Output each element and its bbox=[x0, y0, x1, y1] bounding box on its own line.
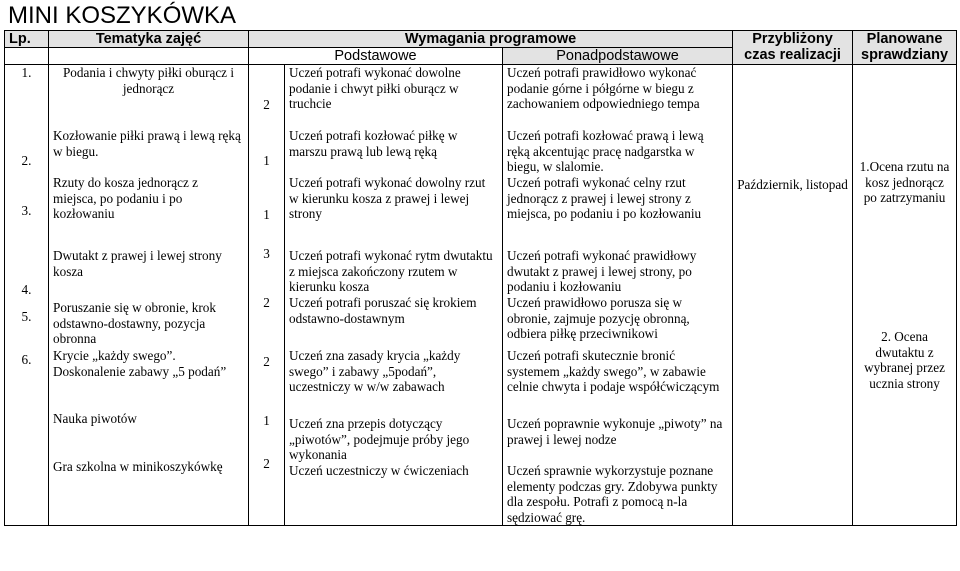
page-title: MINI KOSZYKÓWKA bbox=[8, 2, 237, 29]
topics-cell bbox=[49, 65, 249, 526]
topic-item: Dwutakt z prawej i lewej strony kosza bbox=[53, 248, 222, 279]
advanced-item: Uczeń sprawnie wykorzystuje poznane elementy podczas gry. Zdobywa punkty dla zespołu. Potrafi z pomocą n-la sędziować grę. bbox=[507, 463, 718, 525]
basic-item: Uczeń zna zasady krycia „każdy swego” i zabawy „5podań”, uczestniczy w w/w zabawach bbox=[289, 348, 461, 395]
header-empty-2 bbox=[49, 48, 249, 65]
advanced-item: Uczeń potrafi wykonać celny rzut jednorącz z prawej i lewej strony z miejsca, po podaniu i po kozłowaniu bbox=[507, 175, 702, 222]
hours-value: 2 bbox=[263, 295, 270, 311]
hours-value: 3 bbox=[263, 245, 270, 261]
advanced-item: Uczeń potrafi kozłować prawą i lewą ręką akcentując pracę nadgarstka w biegu, w slalomie. bbox=[507, 128, 704, 175]
hours-value: 2 bbox=[263, 456, 270, 472]
number-4: 4. bbox=[21, 281, 32, 297]
assessment-item: 2. Ocena dwutaktu z wybranej przez ucznia strony bbox=[864, 329, 945, 391]
topic-item: Kozłowanie piłki prawą i lewą ręką w biegu. bbox=[53, 128, 241, 159]
basic-item: Uczeń zna przepis dotyczący „piwotów”, podejmuje próby jego wykonania bbox=[289, 416, 470, 463]
hours-value: 1 bbox=[263, 412, 270, 428]
header-time: Przybliżony czas realizacji bbox=[733, 31, 853, 65]
hours-value: 2 bbox=[263, 353, 270, 369]
hours-cell bbox=[249, 65, 285, 526]
basic-item: Uczeń potrafi wykonać rytm dwutaktu z miejsca zakończony rzutem w kierunku kosza bbox=[289, 248, 493, 295]
time-value: Październik, listopad bbox=[737, 177, 848, 192]
topic-item: Nauka piwotów bbox=[53, 411, 137, 426]
topic-item: Rzuty do kosza jednorącz z miejsca, po podaniu i po kozłowaniu bbox=[53, 175, 199, 222]
basic-item: Uczeń uczestniczy w ćwiczeniach bbox=[289, 463, 469, 478]
header-assessment: Planowane sprawdziany bbox=[853, 31, 957, 65]
hours-value: 1 bbox=[263, 207, 270, 223]
topic-item: Gra szkolna w minikoszykówkę bbox=[53, 459, 223, 474]
number-5: 5. bbox=[21, 309, 32, 325]
number-3: 3. bbox=[21, 203, 32, 219]
assessment-item: 1.Ocena rzutu na kosz jednorącz po zatrzymaniu bbox=[859, 159, 950, 206]
content-row bbox=[5, 65, 957, 526]
time-cell bbox=[733, 65, 853, 526]
number-6: 6. bbox=[21, 351, 32, 367]
number-2: 2. bbox=[21, 152, 32, 168]
header-empty-1 bbox=[5, 48, 49, 65]
topic-item: Podania i chwyty piłki oburącz i jednorącz bbox=[62, 65, 235, 96]
header-topic: Tematyka zajęć bbox=[49, 31, 249, 48]
advanced-item: Uczeń prawidłowo porusza się w obronie, zajmuje pozycję obronną, odbiera piłkę przeciwnikowi bbox=[507, 295, 690, 342]
number-1: 1. bbox=[21, 65, 32, 80]
basic-item: Uczeń potrafi wykonać dowolne podanie i chwyt piłki oburącz w truchcie bbox=[289, 65, 461, 112]
advanced-item: Uczeń poprawnie wykonuje „piwoty” na prawej i lewej nodze bbox=[507, 416, 723, 447]
basic-item: Uczeń potrafi poruszać się krokiem odstawno-dostawnym bbox=[289, 295, 477, 326]
topic-item: Poruszanie się w obronie, krok odstawno-dostawny, pozycja obronna bbox=[53, 300, 216, 347]
topic-item: Krycie „każdy swego”. Doskonalenie zabawy „5 podań” bbox=[53, 348, 227, 379]
hours-value: 1 bbox=[263, 152, 270, 168]
basic-cell bbox=[285, 65, 503, 526]
basic-item: Uczeń potrafi kozłować piłkę w marszu prawą lub lewą ręką bbox=[289, 128, 458, 159]
header-requirements: Wymagania programowe bbox=[249, 31, 733, 48]
advanced-cell bbox=[503, 65, 733, 526]
header-lp: Lp. bbox=[5, 31, 49, 48]
assessment-cell bbox=[853, 65, 957, 526]
header-basic: Podstawowe bbox=[249, 48, 503, 65]
curriculum-table bbox=[4, 30, 957, 526]
basic-item: Uczeń potrafi wykonać dowolny rzut w kierunku kosza z prawej i lewej strony bbox=[289, 175, 486, 222]
advanced-item: Uczeń potrafi prawidłowo wykonać podanie górne i półgórne w biegu z zachowaniem odpowiedniego tempa bbox=[507, 65, 700, 112]
advanced-item: Uczeń potrafi wykonać prawidłowy dwutakt z prawej i lewej strony, po podaniu i kozłowaniu bbox=[507, 248, 697, 295]
numbers-cell bbox=[5, 65, 49, 526]
hours-value: 2 bbox=[263, 97, 270, 112]
header-row bbox=[5, 31, 957, 48]
header-advanced: Ponadpodstawowe bbox=[503, 48, 733, 65]
advanced-item: Uczeń potrafi skutecznie bronić systemem „każdy swego”, w zabawie celnie chwyta i podaje współćwiczącym bbox=[507, 348, 720, 395]
